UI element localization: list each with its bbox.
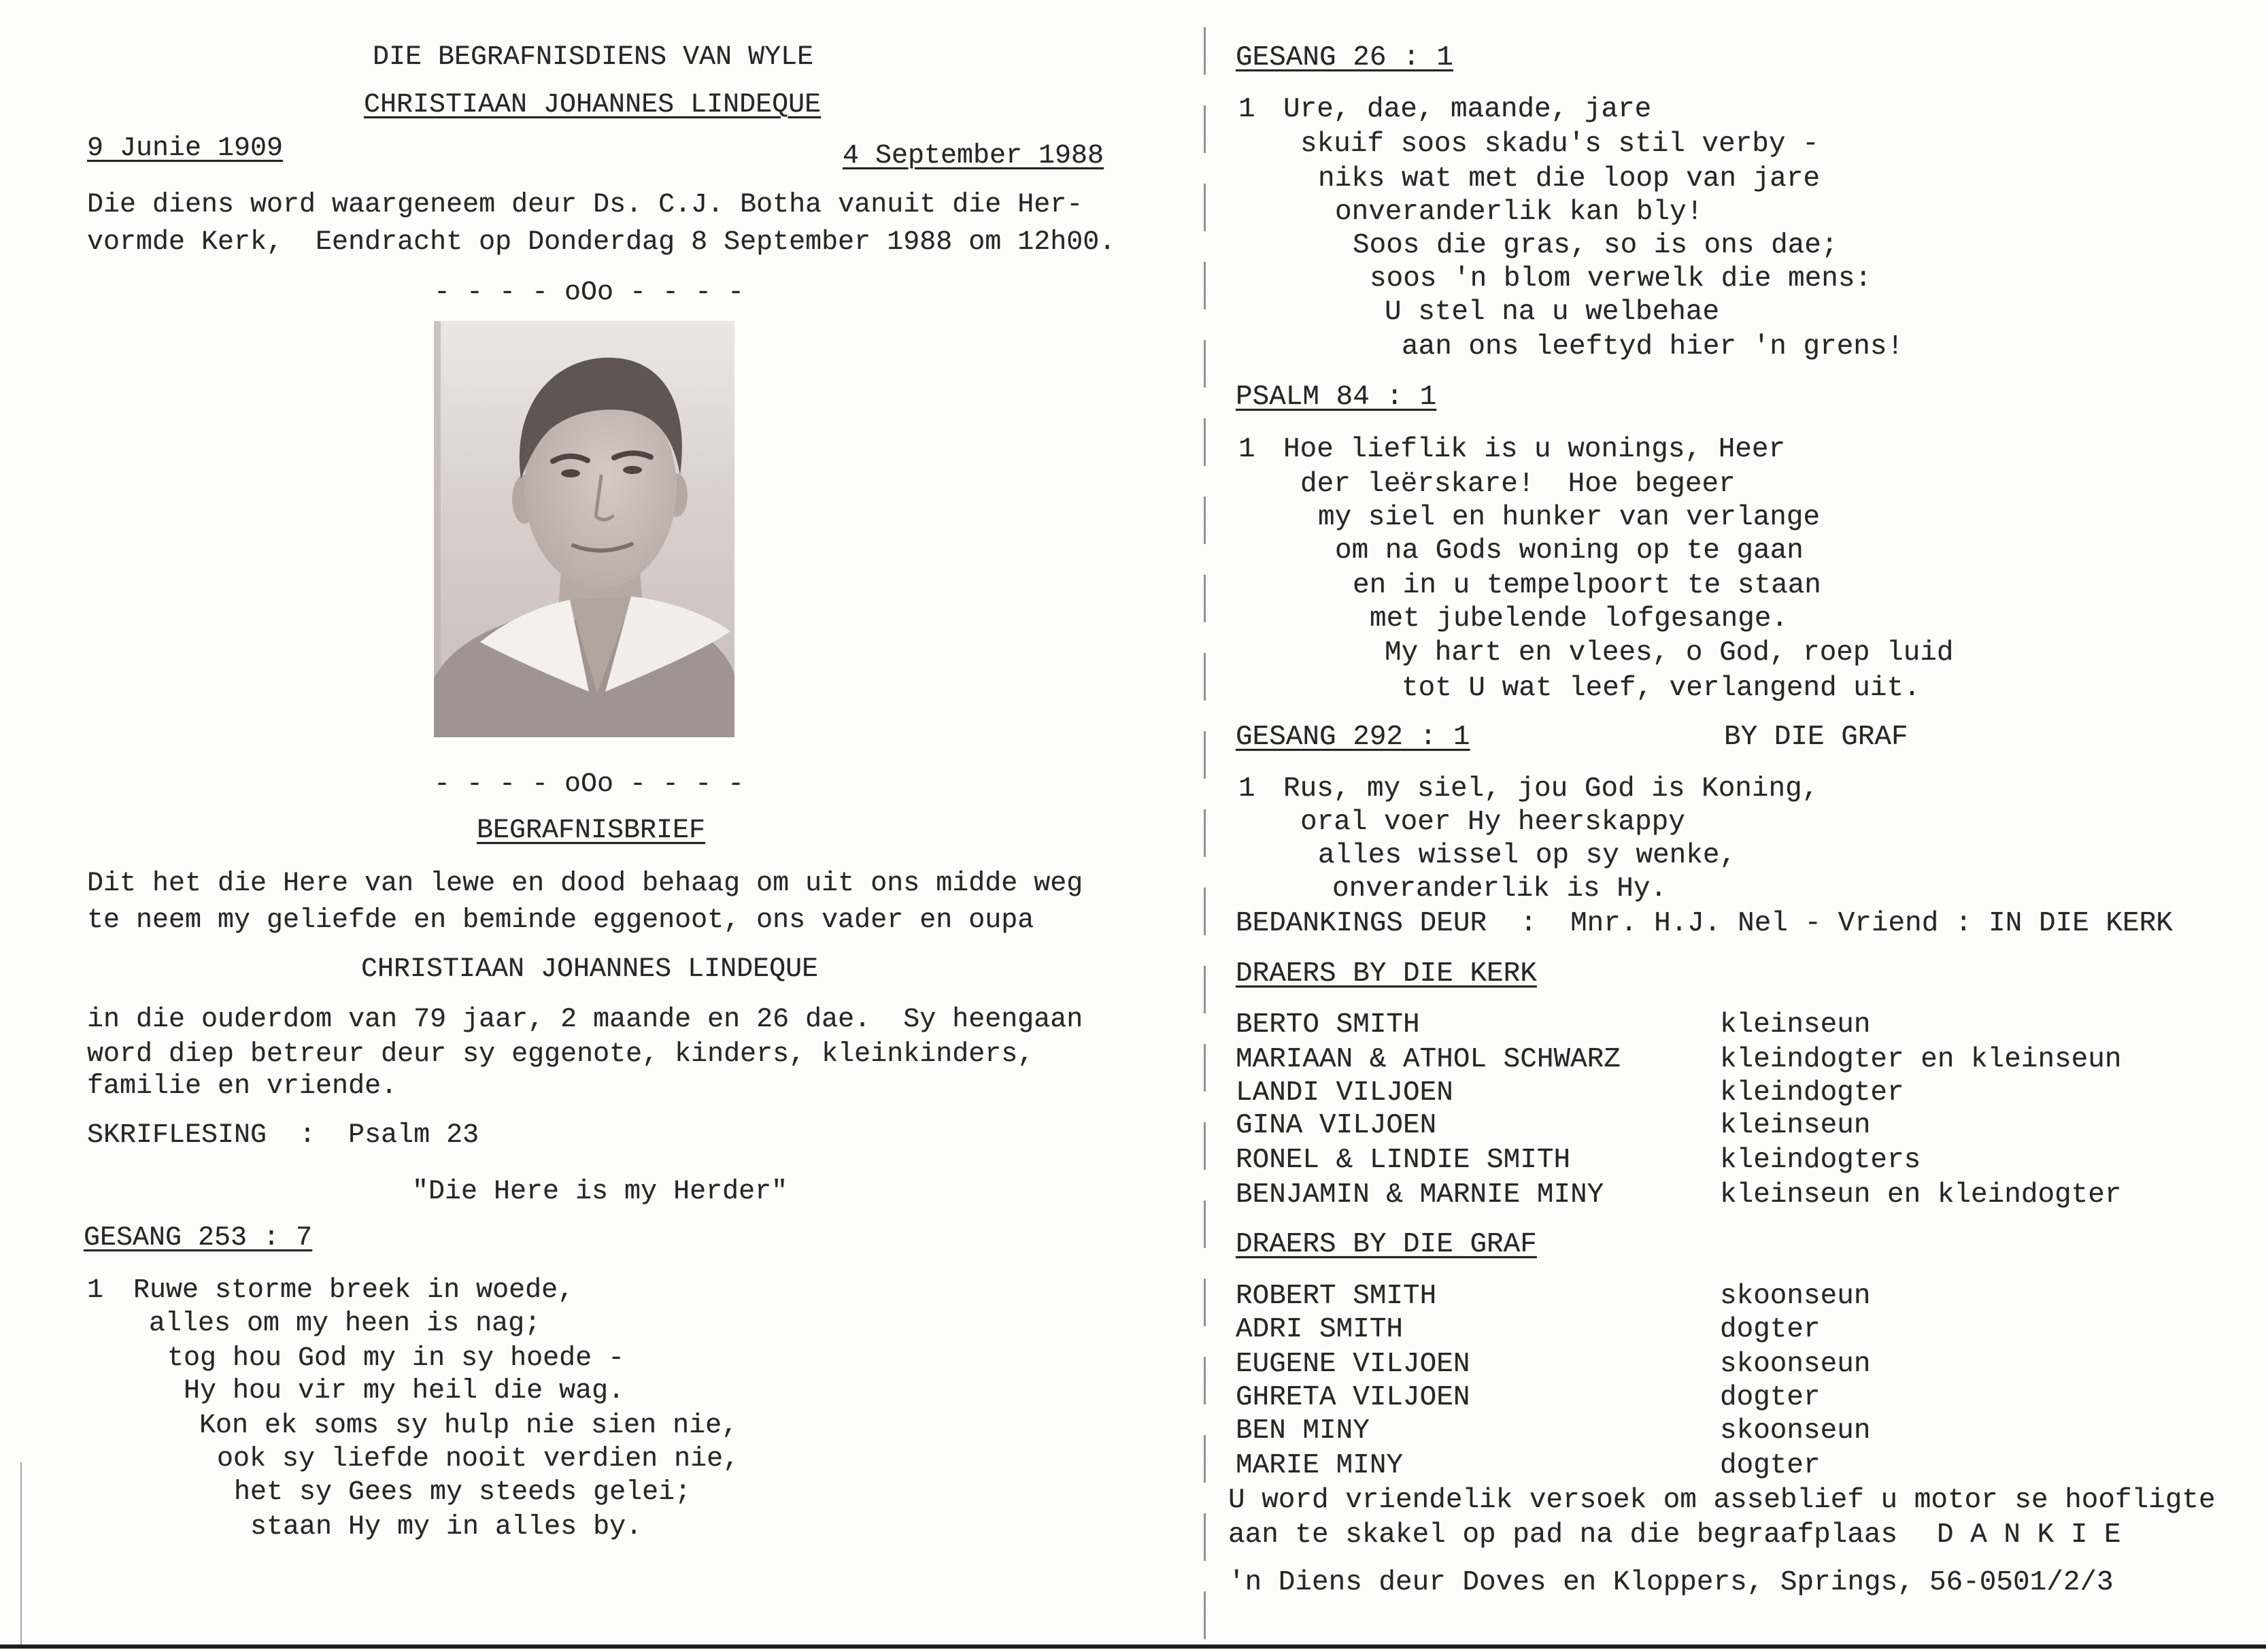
bearer-row	[1236, 1383, 2188, 1413]
funeral-home-credit: 'n Diens deur Doves en Kloppers, Springs,	[1228, 1567, 1914, 1598]
bearer-name: LANDI VILJOEN	[1236, 1077, 1453, 1109]
bearer-name: GINA VILJOEN	[1236, 1110, 1437, 1141]
obituary-line: word diep betreur deur sy eggenote, kinders, kleinkinders,	[87, 1039, 1034, 1070]
column-divider	[1204, 27, 1206, 1639]
hymn-line: Ure, dae, maande, jare	[1283, 94, 1652, 125]
bearer-row	[1236, 1045, 2188, 1075]
funeral-home-phone: 56-0501/2/3	[1929, 1567, 2114, 1598]
grave-note: BY DIE GRAF	[1724, 722, 1908, 753]
bearer-relation: kleindogter en kleinseun	[1720, 1044, 2122, 1075]
bearer-row	[1236, 1416, 2188, 1446]
bearer-name: EUGENE VILJOEN	[1236, 1349, 1470, 1380]
thanks-word: D A N K I E	[1937, 1519, 2121, 1551]
hymn-line: ook sy liefde nooit verdien nie,	[217, 1444, 740, 1474]
scripture-quote: "Die Here is my Herder"	[412, 1177, 788, 1207]
scan-edge-line	[20, 1462, 22, 1645]
bearer-relation: dogter	[1720, 1314, 1821, 1345]
bearer-row	[1236, 1010, 2188, 1040]
hymn-line: onveranderlik is Hy.	[1332, 873, 1668, 905]
bearers-grave-heading: DRAERS BY DIE GRAF	[1236, 1229, 1537, 1260]
birth-date: 9 Junie 1909	[87, 133, 284, 164]
hymn-line: aan ons leeftyd hier 'n grens!	[1402, 331, 1904, 363]
bearer-relation: dogter	[1720, 1450, 1821, 1481]
bearer-relation: kleinseun en kleindogter	[1720, 1179, 2122, 1211]
hymn-line: Rus, my siel, jou God is Koning,	[1283, 773, 1819, 805]
obituary-line: te neem my geliefde en beminde eggenoot, ons vader en oupa	[87, 905, 1034, 936]
hymn-line: tot U wat leef, verlangend uit.	[1402, 673, 1921, 704]
obituary-line: Dit het die Here van lewe en dood behaag om uit ons midde weg	[87, 869, 1083, 899]
hymn-title: PSALM 84 : 1	[1236, 382, 1437, 413]
headlights-request: aan te skakel op pad na die begraafplaas	[1228, 1519, 1898, 1551]
bearer-name: ADRI SMITH	[1236, 1314, 1404, 1345]
service-line: Die diens word waargeneem deur Ds. C.J. Botha vanuit die Her-	[87, 190, 1083, 220]
bearer-relation: skoonseun	[1720, 1349, 1871, 1380]
bearer-relation: skoonseun	[1720, 1281, 1871, 1312]
obituary-line: familie en vriende.	[87, 1071, 398, 1102]
bearer-row	[1236, 1349, 2188, 1379]
hymn-line: niks wat met die loop van jare	[1318, 163, 1821, 195]
verse-number: 1	[1238, 434, 1255, 465]
hymn-line: Ruwe storme breek in woede,	[133, 1275, 575, 1306]
hymn-title: GESANG 26 : 1	[1236, 42, 1453, 73]
bearer-relation: kleinseun	[1720, 1110, 1871, 1141]
separator: - - - - oOo - - - -	[434, 769, 745, 800]
hymn-line: U stel na u welbehae	[1385, 297, 1720, 328]
acknowledgement: BEDANKINGS DEUR : Mnr. H.J. Nel - Vriend : IN DIE KERK	[1236, 908, 2173, 939]
hymn-line: Hy hou vir my heil die wag.	[184, 1376, 625, 1406]
hymn-line: en in u tempelpoort te staan	[1353, 570, 1821, 601]
scripture-reading: SKRIFLESING : Psalm 23	[87, 1120, 479, 1151]
bearer-relation: kleindogter	[1720, 1077, 1904, 1109]
hymn-title: GESANG 292 : 1	[1236, 722, 1470, 753]
bearer-name: ROBERT SMITH	[1236, 1281, 1437, 1312]
hymn-line: onveranderlik kan bly!	[1335, 197, 1704, 228]
bearer-relation: skoonseun	[1720, 1415, 1871, 1447]
hymn-line: het sy Gees my steeds gelei;	[234, 1477, 692, 1508]
hymn-line: skuif soos skadu's stil verby -	[1300, 129, 1819, 160]
hymn-title: GESANG 253 : 7	[84, 1223, 313, 1253]
bearer-row	[1236, 1078, 2188, 1108]
bearer-name: BEN MINY	[1236, 1415, 1370, 1447]
hymn-line: der leërskare! Hoe begeer	[1300, 469, 1736, 500]
bearers-church-heading: DRAERS BY DIE KERK	[1236, 958, 1537, 990]
bearer-row	[1236, 1281, 2188, 1311]
bearer-row	[1236, 1111, 2188, 1141]
headlights-request: U word vriendelik versoek om asseblief u motor se hoofligte	[1228, 1485, 2216, 1516]
verse-number: 1	[87, 1275, 104, 1306]
hymn-line: om na Gods woning op te gaan	[1335, 535, 1804, 567]
hymn-line: staan Hy my in alles by.	[250, 1512, 643, 1543]
service-line: vormde Kerk, Eendracht op Donderdag 8 September 1988 om 12h00.	[87, 227, 1116, 258]
verse-number: 1	[1238, 773, 1255, 805]
hymn-line: met jubelende lofgesange.	[1370, 603, 1789, 635]
obituary-line: in die ouderdom van 79 jaar, 2 maande en 26 dae. Sy heengaan	[87, 1005, 1083, 1035]
hymn-line: Soos die gras, so is ons dae;	[1353, 230, 1838, 261]
bearer-name: BENJAMIN & MARNIE MINY	[1236, 1179, 1604, 1211]
bearer-name: MARIE MINY	[1236, 1450, 1404, 1481]
bearer-name: GHRETA VILJOEN	[1236, 1382, 1470, 1413]
obituary-heading: BEGRAFNISBRIEF	[477, 815, 706, 846]
hymn-line: tog hou God my in sy hoede -	[167, 1343, 625, 1374]
death-date: 4 September 1988	[843, 141, 1104, 171]
hymn-line: oral voer Hy heerskappy	[1300, 807, 1685, 838]
bearer-row	[1236, 1145, 2188, 1175]
separator: - - - - oOo - - - -	[434, 277, 745, 308]
bearer-row	[1236, 1315, 2188, 1345]
bearer-relation: dogter	[1720, 1382, 1821, 1413]
bearer-name: RONEL & LINDIE SMITH	[1236, 1145, 1571, 1176]
deceased-name-header: CHRISTIAAN JOHANNES LINDEQUE	[364, 90, 822, 120]
bearer-relation: kleindogters	[1720, 1145, 1921, 1176]
hymn-line: my siel en hunker van verlange	[1318, 502, 1821, 533]
hymn-line: Kon ek soms sy hulp nie sien nie,	[199, 1411, 739, 1441]
portrait-photo	[434, 321, 734, 737]
scan-bottom-edge	[0, 1645, 2266, 1649]
hymn-line: alles wissel op sy wenke,	[1318, 840, 1737, 871]
bearer-relation: kleinseun	[1720, 1009, 1871, 1041]
verse-number: 1	[1238, 94, 1255, 125]
bearer-row	[1236, 1180, 2188, 1210]
hymn-line: soos 'n blom verwelk die mens:	[1370, 263, 1872, 294]
obituary-name: CHRISTIAAN JOHANNES LINDEQUE	[361, 954, 819, 985]
bearer-name: MARIAAN & ATHOL SCHWARZ	[1236, 1044, 1621, 1075]
bearer-name: BERTO SMITH	[1236, 1009, 1420, 1041]
hymn-line: Hoe lieflik is u wonings, Heer	[1283, 434, 1786, 465]
hymn-line: My hart en vlees, o God, roep luid	[1385, 637, 1954, 669]
program-title: DIE BEGRAFNISDIENS VAN WYLE	[373, 42, 814, 73]
bearer-row	[1236, 1451, 2188, 1481]
hymn-line: alles om my heen is nag;	[149, 1309, 541, 1339]
